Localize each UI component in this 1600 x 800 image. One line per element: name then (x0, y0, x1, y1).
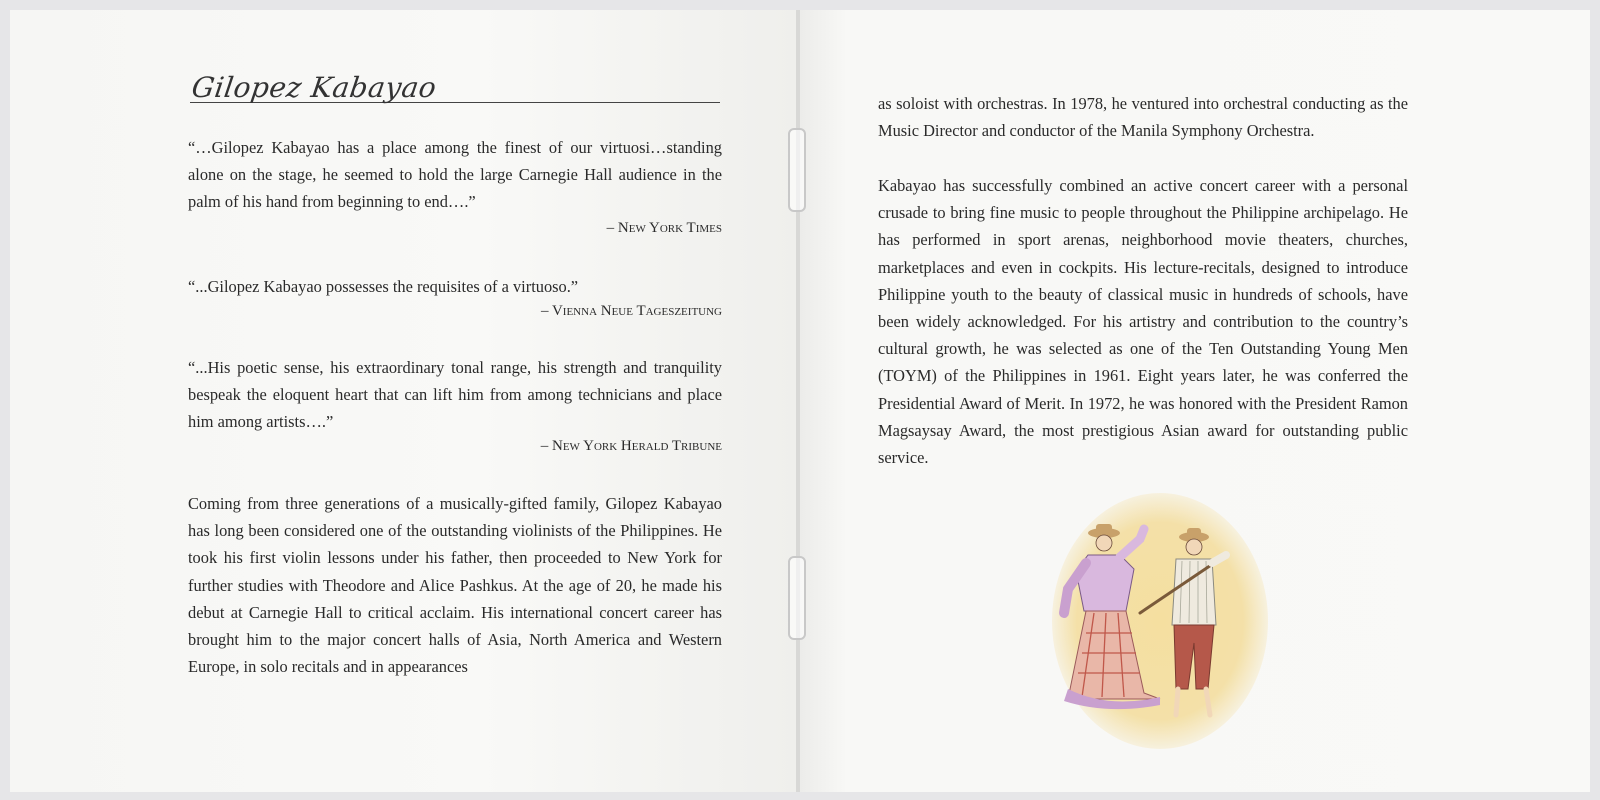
dancing-couple-illustration (1048, 493, 1268, 753)
quote-2-attribution: – Vienna Neue Tageszeitung (540, 303, 722, 319)
right-paragraph-2: Kabayao has successfully combined an active concert career with a personal crusade to bring fine music to people throughout the Philippine archipelago. He has performed in sport arenas, neighborhood movie theaters, churches, marketplaces and even in cockpits. His lecture-recitals, designed to introduce Philippine youth to the beauty of classical music in hundreds of schools, have been widely acknowledged. For his artistry and contribution to the country’s cultural growth, he was selected as one of the Ten Outstanding Young Men (TOYM) of the Philippines in 1961. Eight years later, he was conferred the Presidential Award of Merit. In 1972, he was honored with the President Ramon Magsaysay Award, the most prestigious Asian award for outstanding public service. (878, 176, 1408, 468)
bio-paragraph: Coming from three generations of a musically-gifted family, Gilopez Kabayao has long been considered one of the outstanding violinists of the Philippines. He took his first violin lessons under his father, then proceeded to New York for further studies with Theodore and Alice Pashkus. At the age of 20, he made his debut at Carnegie Hall to critical acclaim. His international concert career has brought him to the major concert halls of Asia, North America and Western Europe, in solo recitals and in appearances (188, 494, 722, 677)
quote-1-attribution: – New York Times (606, 220, 722, 236)
quote-1-text: “…Gilopez Kabayao has a place among the finest of our virtuosi…standing alone on the stage, he seemed to hold the large Carnegie Hall audience in the palm of his hand from beginning to end….” (188, 138, 722, 212)
right-paragraph-1: as soloist with orchestras. In 1978, he ventured into orchestral conducting as the Music Director and conductor of the Manila Symphony Orchestra. (878, 94, 1408, 141)
header-title: Gilopez Kabayao (189, 71, 439, 104)
quote-3-attribution: – New York Herald Tribune (540, 438, 722, 454)
quote-3-text: “...His poetic sense, his extraordinary tonal range, his strength and tranquility bespeak the eloquent heart that can lift him from among technicians and place him among artists….” (188, 358, 722, 432)
top-staple (788, 128, 806, 212)
bottom-staple (788, 556, 806, 640)
page-header (190, 72, 720, 103)
quote-2-text: “...Gilopez Kabayao possesses the requisites of a virtuoso.” (188, 277, 579, 296)
